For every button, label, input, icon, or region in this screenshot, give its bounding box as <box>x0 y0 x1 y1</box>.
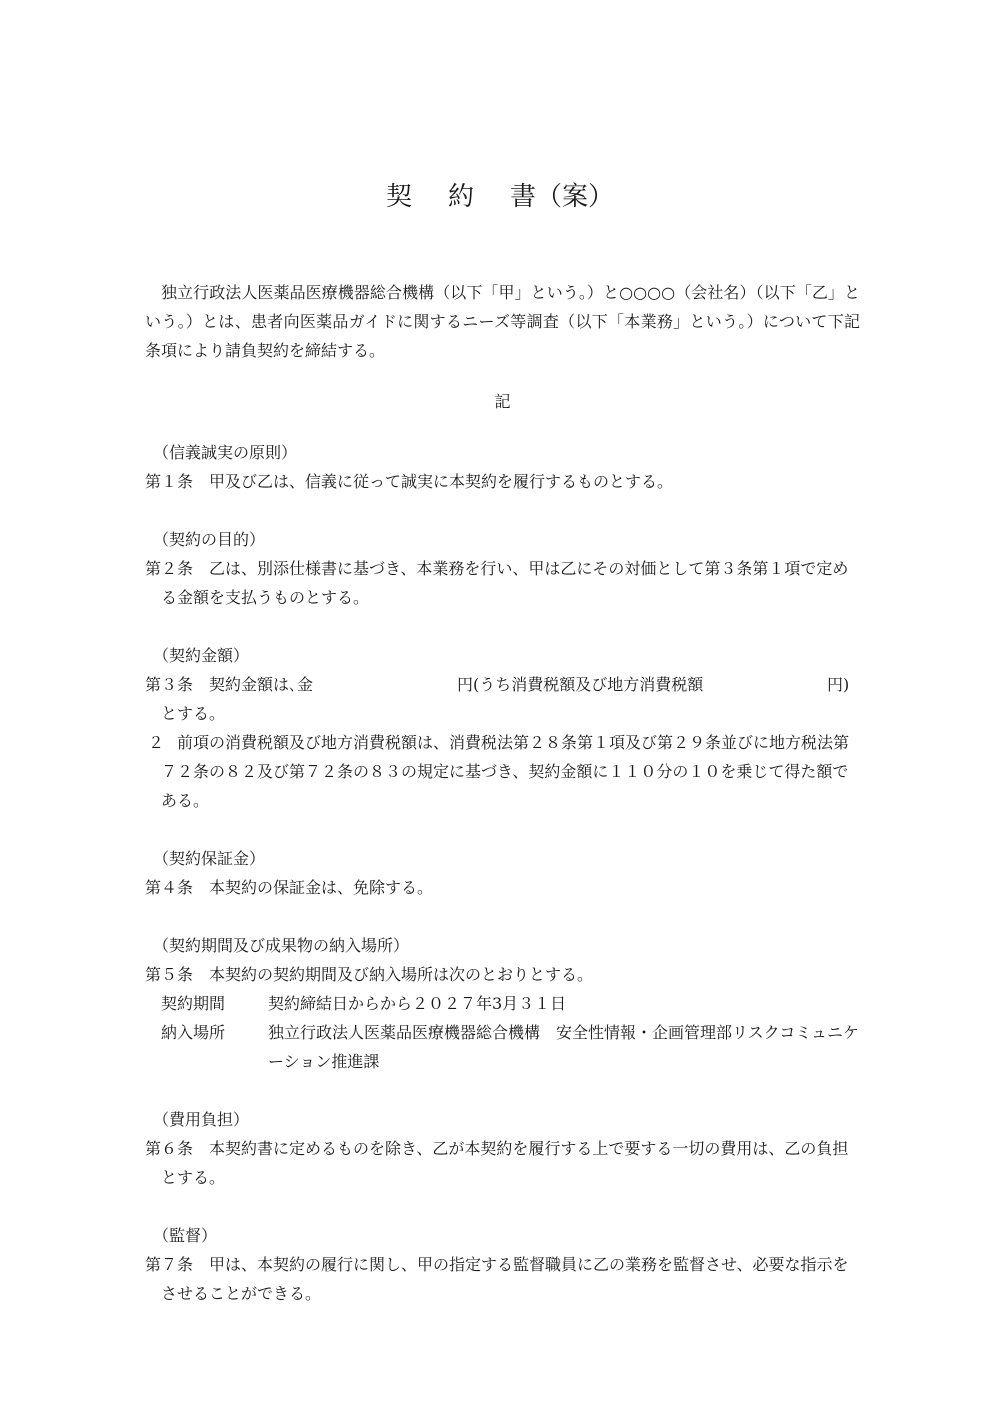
article-7 <box>145 1250 860 1308</box>
article-4-heading: （契約保証金） <box>153 849 266 868</box>
delivery-place-label: 納入場所 <box>161 1023 226 1042</box>
article-4 <box>145 873 860 902</box>
article-7-text: 甲は、本契約の履行に関し、甲の指定する監督職員に乙の業務を監督させ、必要な指示をさせることができる。 <box>161 1255 849 1303</box>
article-4-text: 本契約の保証金は、免除する。 <box>209 878 434 897</box>
article-3-amount-prefix: 契約金額は､金 <box>209 675 314 694</box>
article-1-number: 第１条 <box>145 472 194 491</box>
intro-paragraph: 独立行政法人医薬品医療機器総合機構（以下「甲」という。）と○○○○（会社名）（以下「乙」という。）とは、患者向医薬品ガイドに関するニーズ等調査（以下「本業務」という。）について下記条項により請負契約を締結する。 <box>145 283 860 360</box>
contract-body <box>145 278 860 1308</box>
article-2-text: 乙は、別添仕様書に基づき、本業務を行い、甲は乙にその対価として第３条第１項で定める金額を支払うものとする。 <box>161 559 849 607</box>
contract-period-label: 契約期間 <box>161 994 226 1013</box>
article-6-heading: （費用負担） <box>153 1110 250 1129</box>
article-6-number: 第６条 <box>145 1139 194 1158</box>
article-2 <box>145 554 860 612</box>
article-3-para-2-text: 前項の消費税額及び地方消費税額は、消費税法第２８条第１項及び第２９条並びに地方税法第７２条の８２及び第７２条の８３の規定に基づき、契約金額に１１０分の１０を乗じて得た額である。 <box>161 733 850 810</box>
article-1-text: 甲及び乙は、信義に従って誠実に本契約を履行するものとする。 <box>209 472 674 491</box>
document-title <box>0 176 1000 213</box>
delivery-place-row <box>145 1018 860 1076</box>
article-2-heading: （契約の目的） <box>153 530 266 549</box>
contract-period-value: 契約締結日からから２０２７年3月３１日 <box>268 994 567 1013</box>
article-5-text: 本契約の契約期間及び納入場所は次のとおりとする。 <box>209 965 594 984</box>
article-3-amount-line <box>145 670 860 699</box>
article-7-number: 第７条 <box>145 1255 194 1274</box>
article-5-heading: （契約期間及び成果物の納入場所） <box>153 936 410 955</box>
article-5 <box>145 960 860 989</box>
article-3-amount-mid: 円(うち消費税額及び地方消費税額 <box>457 675 704 694</box>
article-3-amount-suffix: 円) <box>827 675 850 694</box>
article-3-amount-cont: とする。 <box>161 704 226 723</box>
article-6-text: 本契約書に定めるものを除き、乙が本契約を履行する上で要する一切の費用は、乙の負担とする。 <box>161 1139 849 1187</box>
article-4-number: 第４条 <box>145 878 194 897</box>
delivery-place-value: 独立行政法人医薬品医療機器総合機構 安全性情報・企画管理部リスクコミュニケーション推進課 <box>268 1023 860 1071</box>
article-6 <box>145 1134 860 1192</box>
article-7-heading: （監督） <box>153 1226 218 1245</box>
article-3-number: 第３条 <box>145 675 194 694</box>
article-1-heading: （信義誠実の原則） <box>153 443 298 462</box>
article-1 <box>145 467 860 496</box>
article-3-para-2-number: ２ <box>148 733 165 752</box>
title-char-3: 書（案） <box>510 182 615 212</box>
article-3-heading: （契約金額） <box>153 646 250 665</box>
contract-period-row <box>145 989 860 1018</box>
article-5-number: 第５条 <box>145 965 194 984</box>
article-2-number: 第２条 <box>145 559 194 578</box>
title-char-2: 約 <box>447 182 474 212</box>
article-3-para-2 <box>145 728 860 815</box>
ki-heading: 記 <box>494 392 511 411</box>
title-char-1: 契 <box>385 182 412 212</box>
